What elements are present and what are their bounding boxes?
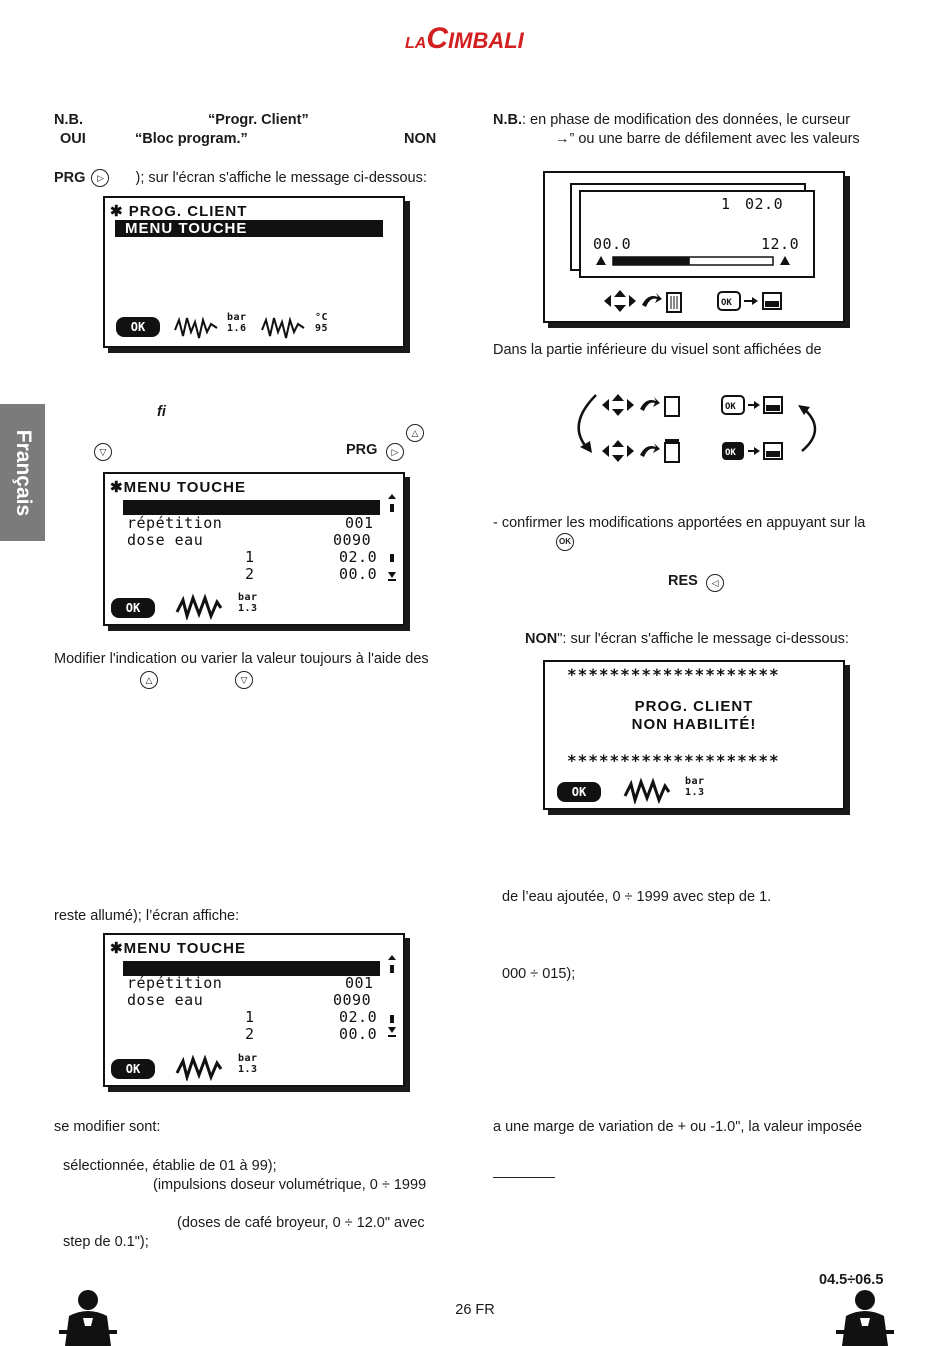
nb-label: N.B. <box>54 112 83 128</box>
ok-button-icon: OK <box>557 782 601 802</box>
res-label: RES <box>668 573 698 589</box>
screen1-selected-item: MENU TOUCHE <box>115 220 383 237</box>
confirmer-text: - confirmer les modifications apportées en appuyant sur la <box>493 515 866 531</box>
temperature-reading <box>315 312 328 334</box>
impulsions-text: (impulsions doseur volumétrique, 0 ÷ 1999 <box>153 1177 427 1193</box>
bar-label: bar <box>238 1053 258 1064</box>
waveform-icon <box>623 776 671 804</box>
bar-label: bar <box>238 592 258 603</box>
screen2-row-label: répétition <box>127 514 223 532</box>
waveform-icon <box>175 1053 223 1081</box>
ok-button-icon: OK <box>111 1059 155 1079</box>
lcd-screen-prog-client <box>103 196 405 348</box>
star-icon: ✱ <box>110 940 124 957</box>
up-arrow-button-icon-3: △ <box>140 671 158 689</box>
bar-value: 1.3 <box>238 603 258 614</box>
scroll-min: 00.0 <box>593 235 632 253</box>
doses-text: (doses de café broyeur, 0 ÷ 12.0" avec <box>177 1215 425 1231</box>
non-label-right: NON <box>525 631 558 647</box>
scroll-max: 12.0 <box>761 235 800 253</box>
screen3-row-index: 2 <box>245 1025 255 1043</box>
screen2-row-value: 0090 <box>333 531 372 549</box>
prg-text: ); sur l'écran s'affiche le message ci-dessous: <box>135 170 427 186</box>
screen3-row-label: répétition <box>127 974 223 992</box>
version-label: 04.5÷06.5 <box>819 1272 884 1288</box>
lcd-screen-menu-touche-2 <box>103 933 405 1087</box>
se-modifier-text: se modifier sont: <box>54 1119 161 1135</box>
oui-label: OUI <box>60 131 86 147</box>
star-icon: ✱ <box>110 203 124 220</box>
scroll-value: 02.0 <box>745 195 784 213</box>
waveform-icon <box>173 312 219 342</box>
screen2-row-value: 02.0 <box>339 548 378 566</box>
screen3-row-value: 0090 <box>333 991 372 1009</box>
down-arrow-button-icon-3: ▽ <box>235 671 253 689</box>
screen2-header <box>110 479 246 496</box>
language-tab-label: Français <box>11 429 35 516</box>
bar-value: 1.3 <box>238 1064 258 1075</box>
screen1-header <box>110 203 247 220</box>
svg-text:OK: OK <box>725 448 736 458</box>
stars-top: ******************** <box>567 665 780 684</box>
bar-label: bar <box>227 312 247 323</box>
screen2-row-index: 2 <box>245 565 255 583</box>
navigation-icons <box>600 287 790 315</box>
left-arrow-button-icon: ◁ <box>706 574 724 592</box>
svg-text:OK: OK <box>725 402 736 412</box>
bar-reading <box>238 1053 258 1075</box>
star-icon: ✱ <box>110 479 124 496</box>
key-cycle-diagram <box>566 385 826 469</box>
non-label: NON <box>404 131 437 147</box>
bar-reading <box>685 776 705 798</box>
temp-value: 95 <box>315 323 329 334</box>
stars-bottom: ******************** <box>567 751 780 770</box>
waveform-icon-2 <box>260 312 306 342</box>
screen1-title: PROG. CLIENT <box>128 203 248 220</box>
screen3-row-index: 1 <box>245 1008 255 1026</box>
front-panel <box>579 190 815 278</box>
nb-text-1: : en phase de modification des données, le curseur <box>522 112 851 128</box>
screen2-title: MENU TOUCHE <box>123 479 246 496</box>
screen3-header <box>110 940 246 957</box>
barista-icon-right <box>834 1288 896 1346</box>
temp-label: °C <box>315 312 329 323</box>
nb-label-right: N.B. <box>493 112 522 128</box>
progr-client-label: “Progr. Client” <box>208 112 309 128</box>
prg-label-2: PRG <box>346 442 378 458</box>
screen2-row-index: 1 <box>245 548 255 566</box>
underline-rule <box>493 1177 555 1178</box>
down-arrow-button-icon: ▽ <box>94 443 112 461</box>
fi-text: fi <box>157 404 166 420</box>
barista-icon-left <box>57 1288 119 1346</box>
ok-round-button-icon: OK <box>556 533 574 551</box>
range-text: 000 ÷ 015); <box>502 966 576 982</box>
reste-text: reste allumé); l’écran affiche: <box>54 908 240 924</box>
nb-line-right <box>493 111 850 129</box>
lcd-screen-menu-touche <box>103 472 405 626</box>
right-arrow-button-icon-2: ▷ <box>386 443 404 461</box>
screen4-line1: PROG. CLIENT <box>634 698 754 715</box>
screen3-row-label: dose eau <box>127 991 204 1009</box>
screen3-title: MENU TOUCHE <box>123 940 246 957</box>
modifier-text: Modifier l'indication ou varier la valeur toujours à l'aide des <box>54 651 429 667</box>
scrollbar-icon <box>387 955 397 1043</box>
screen2-selected-bar <box>123 500 380 515</box>
ok-button-icon: OK <box>116 317 160 337</box>
lcd-screen-scrollbar <box>543 171 845 323</box>
value-scrollbar <box>595 255 795 269</box>
screen2-row-value: 00.0 <box>339 565 378 583</box>
up-arrow-button-icon: △ <box>406 424 424 442</box>
screen2-row-label: dose eau <box>127 531 204 549</box>
screen3-row-value: 00.0 <box>339 1025 378 1043</box>
non-line <box>525 630 849 648</box>
screen3-row-value: 02.0 <box>339 1008 378 1026</box>
page-number: 26 FR <box>455 1302 495 1318</box>
bar-value: 1.6 <box>227 323 247 334</box>
prg-label: PRG <box>54 170 86 186</box>
selectionnee-text: sélectionnée, établie de 01 à 99); <box>63 1158 277 1174</box>
screen2-row-value: 001 <box>345 514 374 532</box>
svg-text:OK: OK <box>721 298 732 308</box>
non-text: ": sur l'écran s'affiche le message ci-dessous: <box>557 631 849 647</box>
screen4-line2: NON HABILITÉ! <box>631 716 757 733</box>
nb-text-2: →” ou une barre de défilement avec les valeurs <box>555 131 860 147</box>
right-arrow-button-icon: ▷ <box>91 169 109 187</box>
logo-rest: IMBALI <box>448 28 524 53</box>
bloc-program-label: “Bloc program.” <box>135 131 248 147</box>
cimbali-logo <box>405 22 524 56</box>
logo-la: LA <box>405 35 427 52</box>
scroll-index: 1 <box>721 195 731 213</box>
step-text: step de 0.1"); <box>63 1234 149 1250</box>
language-tab[interactable] <box>0 404 45 541</box>
bar-reading <box>238 592 258 614</box>
bar-reading <box>227 312 247 334</box>
logo-c: C <box>426 22 448 55</box>
scrollbar-icon <box>387 494 397 582</box>
waveform-icon <box>175 592 223 620</box>
bar-value: 1.3 <box>685 787 705 798</box>
bar-label: bar <box>685 776 705 787</box>
ok-button-icon: OK <box>111 598 155 618</box>
prg-line <box>54 169 427 187</box>
screen3-row-value: 001 <box>345 974 374 992</box>
dans-text: Dans la partie inférieure du visuel sont affichées de <box>493 342 822 358</box>
eau-text: de l’eau ajoutée, 0 ÷ 1999 avec step de 1. <box>502 889 772 905</box>
marge-text: a une marge de variation de + ou -1.0", la valeur imposée <box>493 1119 863 1135</box>
lcd-screen-non-habilite <box>543 660 845 810</box>
